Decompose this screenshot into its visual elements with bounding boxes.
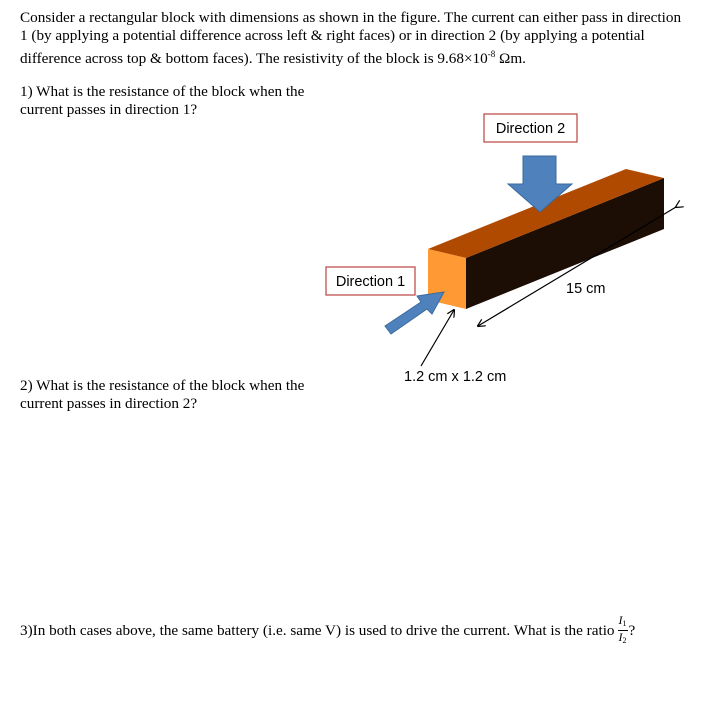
question-1: 1) What is the resistance of the block when the current passes in direction 1? [20, 83, 305, 118]
resistivity-exponent: -8 [487, 49, 496, 59]
resistivity-unit: Ωm. [495, 50, 526, 67]
current-ratio-fraction [618, 614, 628, 647]
ratio-denominator: $I_2$ [618, 630, 627, 645]
direction-2-label: Direction 2 [495, 121, 566, 137]
direction-1-label: Direction 1 [335, 274, 406, 290]
block-figure [300, 108, 690, 398]
cross-section-pointer [421, 310, 454, 366]
question-3-text: 3)In both cases above, the same battery (i.e. same V) is used to drive the current. What is the ratio [20, 621, 615, 639]
question-3-end: ? [628, 621, 636, 639]
question-2: 2) What is the resistance of the block when the current passes in direction 2? [20, 377, 305, 412]
length-label: 15 cm [566, 281, 606, 297]
direction-1-arrow [385, 292, 444, 334]
question-3 [20, 614, 710, 647]
ratio-numerator: $I_1$ [618, 614, 628, 631]
problem-text: Consider a rectangular block with dimensions as shown in the figure. The current can either pass in direction 1 (by applying a potential difference across left & right faces) or in direction 2 (by applying a potential difference across top & bottom faces). The resistivity of the block is 9.68×10 [20, 9, 682, 67]
problem-statement [20, 9, 690, 68]
cross-section-label: 1.2 cm x 1.2 cm [404, 369, 507, 385]
